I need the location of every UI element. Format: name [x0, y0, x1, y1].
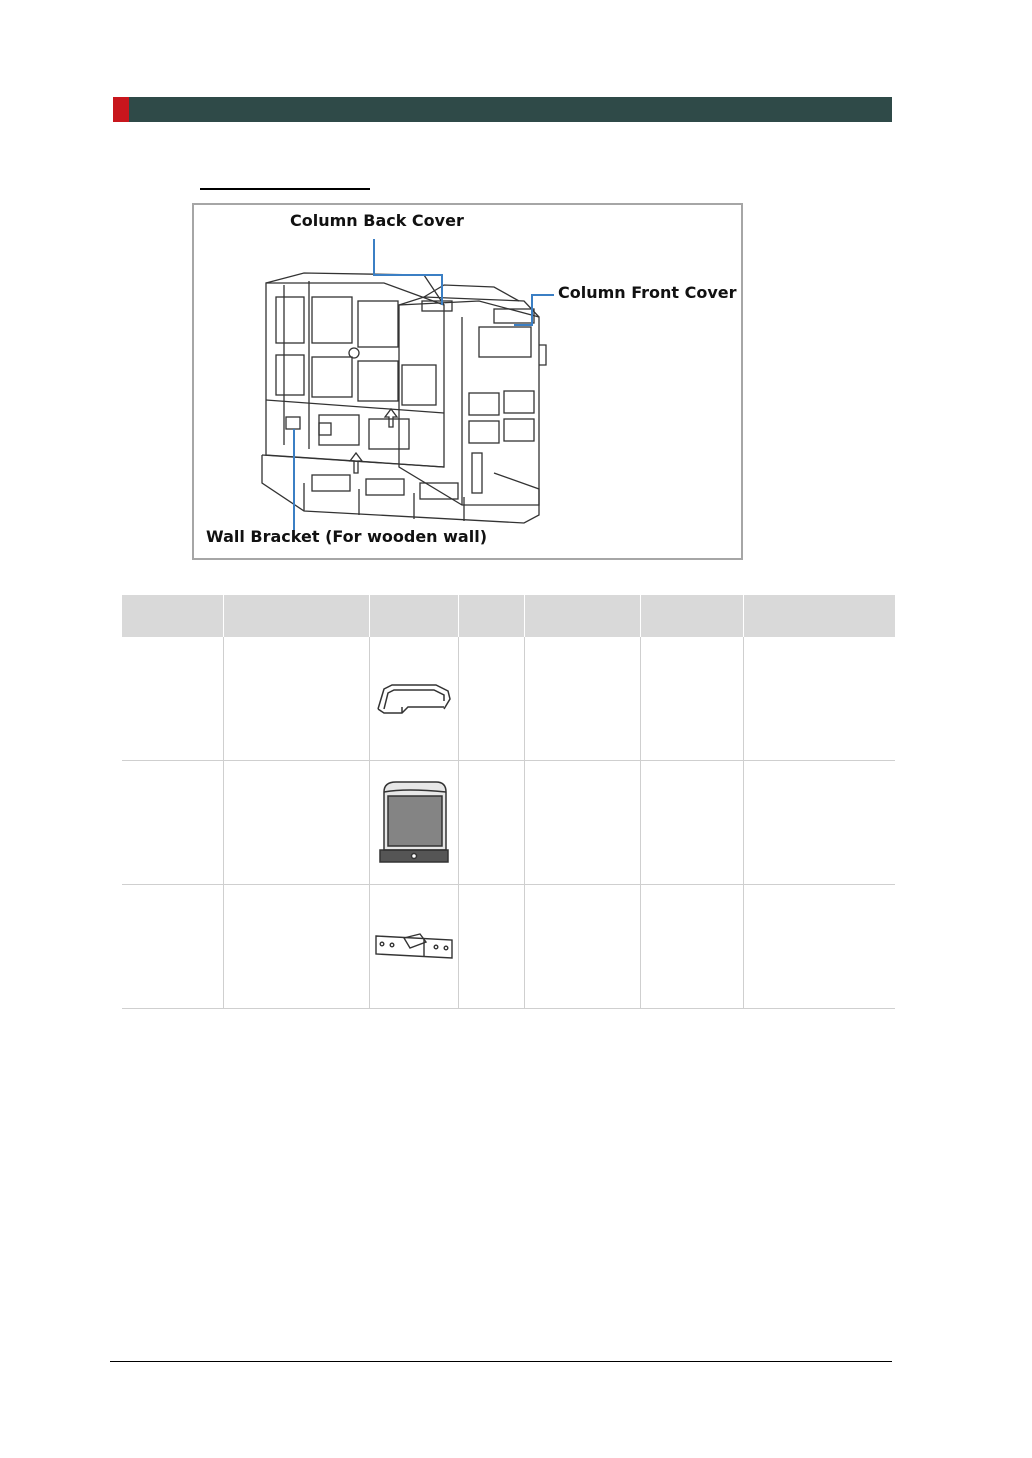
packaging-box-drawing — [194, 205, 741, 558]
table-header-cell — [743, 595, 895, 637]
table-cell — [524, 637, 640, 761]
table-cell — [640, 761, 743, 885]
table-header-row — [122, 595, 895, 637]
table-cell — [640, 637, 743, 761]
table-cell — [122, 885, 223, 1009]
table-cell — [223, 761, 369, 885]
table-header-cell — [223, 595, 369, 637]
wall-bracket-label: Wall Bracket (For wooden wall) — [206, 527, 487, 546]
table-header-cell — [640, 595, 743, 637]
table-cell — [458, 761, 524, 885]
table-cell — [524, 885, 640, 1009]
table-cell-image — [369, 761, 458, 885]
table-cell — [524, 761, 640, 885]
table-cell — [743, 885, 895, 1009]
table-cell — [458, 637, 524, 761]
table-cell — [223, 637, 369, 761]
packaging-figure — [192, 203, 743, 560]
handle-bar-icon — [374, 679, 454, 719]
column-cover-icon — [376, 778, 452, 868]
section-title-underline — [200, 188, 370, 190]
table-cell — [458, 885, 524, 1009]
table-cell — [640, 885, 743, 1009]
table-cell — [743, 761, 895, 885]
table-header-cell — [458, 595, 524, 637]
section-header-bar — [113, 97, 892, 122]
table-header-cell — [524, 595, 640, 637]
table-cell — [223, 885, 369, 1009]
table-header-cell — [369, 595, 458, 637]
table-cell — [122, 761, 223, 885]
table-cell-image — [369, 885, 458, 1009]
table-cell — [743, 637, 895, 761]
wall-bracket-icon — [374, 930, 454, 964]
column-back-cover-label: Column Back Cover — [290, 211, 464, 230]
table-cell-image — [369, 637, 458, 761]
parts-table — [122, 595, 895, 1009]
header-accent-block — [113, 97, 129, 122]
column-front-cover-label: Column Front Cover — [558, 283, 737, 302]
table-cell — [122, 637, 223, 761]
table-row — [122, 637, 895, 761]
footer-divider — [110, 1361, 892, 1362]
table-row — [122, 885, 895, 1009]
table-header-cell — [122, 595, 223, 637]
table-row — [122, 761, 895, 885]
